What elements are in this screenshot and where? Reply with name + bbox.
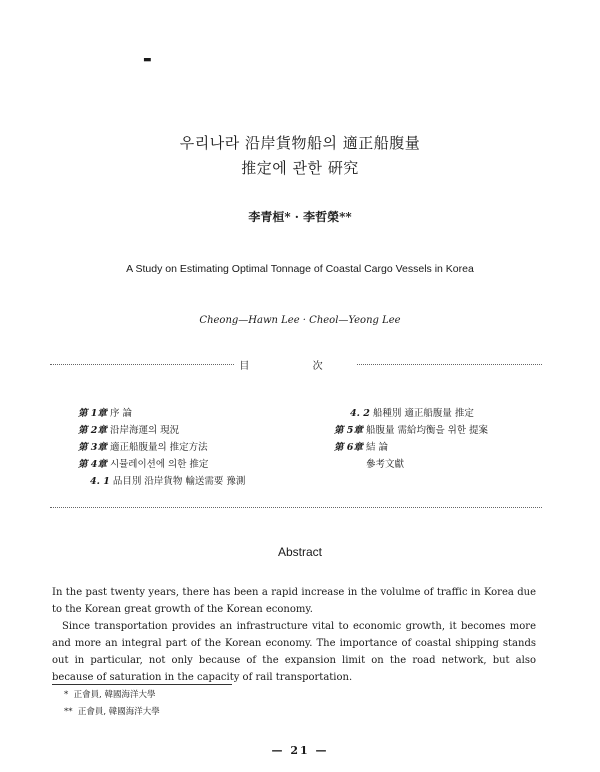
toc-item: 4. 1 品目別 沿岸貨物 輸送需要 豫測 [90,476,246,487]
page-number: — 21 — [271,744,329,757]
toc-item: 第 1章 序 論 [78,408,132,419]
footnote: ** 正會員, 韓國海洋大學 [64,707,160,717]
scan-mark: ▬ [143,55,152,65]
toc-item: 第 3章 適正船腹量의 推定方法 [78,442,208,453]
abstract-paragraph: Since transportation provides an infrastructure vital to economic growth, it becomes more and more an integral part of the Korean economy. The importance of coastal shipping stands out in particular, not only because of the expansion limit on the road network, but also because of saturation in the capacity of rail transportation. [52,621,536,683]
abstract-heading: Abstract [277,545,322,559]
toc-item: 第 2章 沿岸海運의 現況 [78,425,180,436]
toc-item: 第 6章 結 論 [334,442,388,453]
title-english: A Study on Estimating Optimal Tonnage of Coastal Cargo Vessels in Korea [126,263,474,275]
footnote: * 正會員, 韓國海洋大學 [64,690,156,700]
footnote-divider [52,684,232,685]
toc-item: 參考文獻 [366,459,405,470]
toc-item: 第 4章 시뮬레이션에 의한 推定 [78,459,209,470]
title-korean-line2: 推定에 관한 硏究 [241,159,359,177]
table-of-contents [50,361,542,508]
abstract-paragraph: In the past twenty years, there has been a rapid increase in the volulme of traffic in Korea due to the Korean great growth of the Korean economy. [52,587,536,615]
toc-heading: 目 次 [50,357,542,372]
abstract-body [52,584,536,686]
title-korean-line1: 우리나라 沿岸貨物船의 適正船腹量 [179,134,421,152]
toc-item: 4. 2 船種別 適正船腹量 推定 [350,408,474,419]
authors-korean: 李青桓* · 李哲榮** [248,210,352,224]
authors-english: Cheong—Hawn Lee · Cheol—Yeong Lee [199,315,401,326]
toc-item: 第 5章 船腹量 需給均衡을 위한 提案 [334,425,489,436]
